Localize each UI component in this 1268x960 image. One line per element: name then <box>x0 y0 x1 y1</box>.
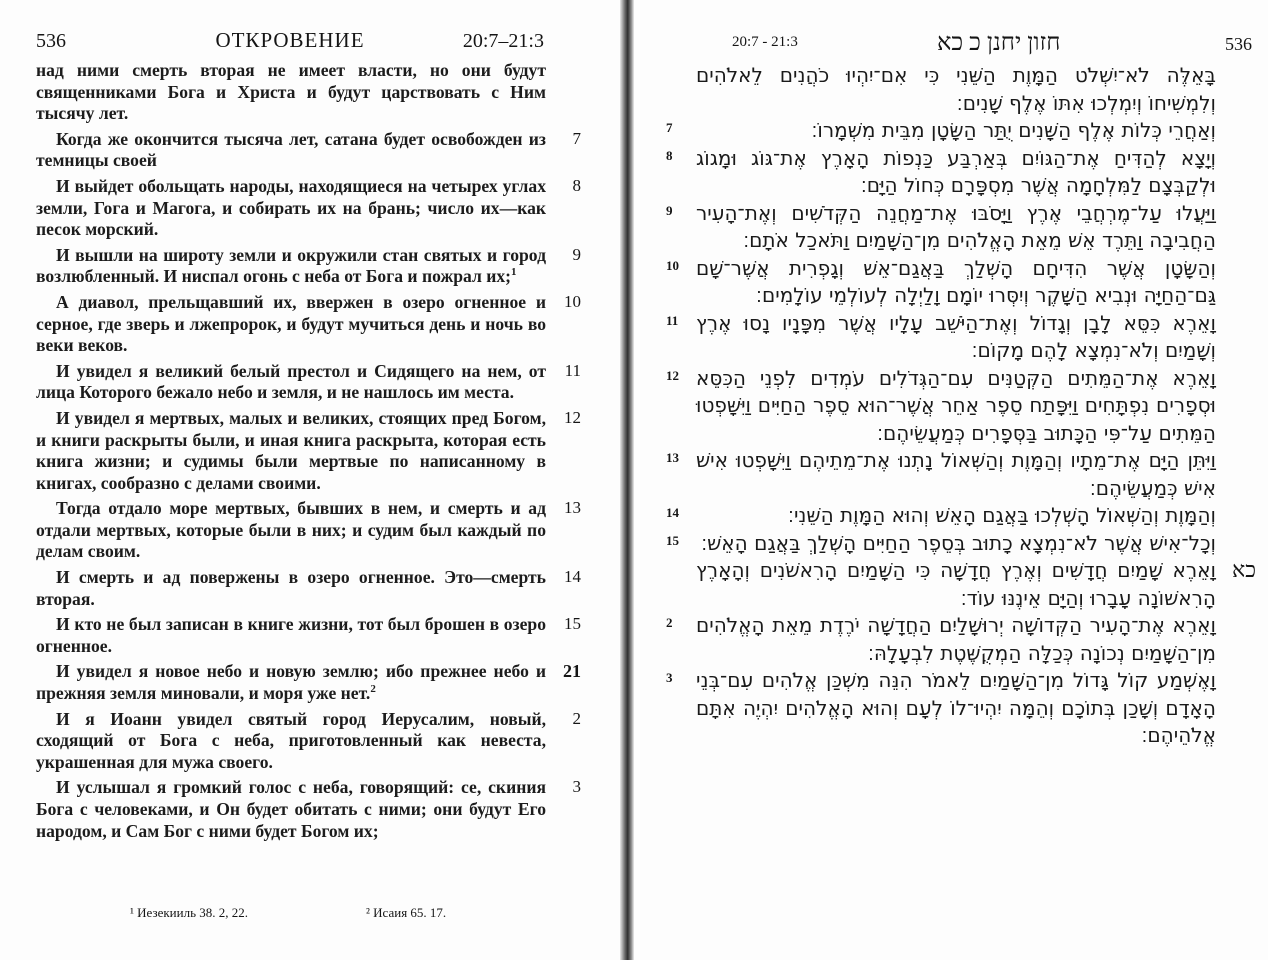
hebrew-chapter-number: כא <box>1232 557 1256 582</box>
verse-number: 14 <box>564 567 581 587</box>
hebrew-verse-number: 11 <box>666 312 679 328</box>
hebrew-verse-text: וְהַמָּוֶת וְהַשְּׁאוֹל הָשְׁלְכוּ בַּאֲגַם הָאֵשׁ וְהוּא הַמָּוֶת הַשֵּׁנִי׃ <box>788 503 1216 527</box>
hebrew-verse <box>666 255 1216 310</box>
hebrew-verse-text: וַיִּתֵּן הַיָּם אֶת־מֵתָיו וְהַמָּוֶת וְהַשְּׁאוֹל נָתְנוּ אֶת־מֵתֵיהֶם וַיִּשָּׁפְטוּ אִישׁ אִישׁ כְּמַעֲשֵׂיהֶם׃ <box>696 448 1216 500</box>
verse-text: И увидел я великий белый престол и Сидящего на нем, от лица Которого бежало небо и земля, и не нашлось им места. <box>36 360 546 403</box>
hebrew-verse <box>666 667 1216 750</box>
hebrew-text-body <box>666 62 1256 750</box>
hebrew-verse-number: 13 <box>666 450 679 465</box>
hebrew-verse <box>666 365 1216 448</box>
verse-text: И смерть и ад повержены в озеро огненное. Это—смерть вторая. <box>36 567 546 609</box>
verse-number: 10 <box>564 291 581 311</box>
verse-number: 12 <box>564 407 581 427</box>
book-spine <box>620 0 634 960</box>
hebrew-verse <box>666 612 1216 667</box>
hebrew-verse-text: וָאֵרֶא אֶת־הָעִיר הַקְּדוֹשָׁה יְרוּשָׁלַיִם הַחֲדָשָׁה יֹרֶדֶת מֵאֵת הָאֱלֹהִים מִן־הַשָּׁמַיִם נְכוֹנָה כְּכַלָּה הַמְקֻשֶּׁטֶת לִבְעָלָהּ׃ <box>696 613 1216 665</box>
verse-text: И увидел я мертвых, малых и великих, стоящих пред Богом, и книги раскрыты были, и иная книга раскрыта, которая есть книга жизни; и судимы были мертвые по написанному в книгах, сообразно с делами своими. <box>36 407 546 493</box>
verse-text: И кто не был записан в книге жизни, тот был брошен в озеро огненное. <box>36 614 546 656</box>
hebrew-verse-number: 15 <box>666 532 679 548</box>
verse <box>36 498 581 563</box>
hebrew-verse <box>666 530 1216 558</box>
chapter-number: 21 <box>563 661 581 682</box>
hebrew-verse-number: 12 <box>666 367 679 383</box>
hebrew-verse-number: 10 <box>666 257 679 273</box>
verse-number: 2 <box>572 708 581 728</box>
hebrew-verse <box>696 62 1216 117</box>
verse <box>36 661 581 704</box>
hebrew-verse-number: 3 <box>666 670 673 685</box>
hebrew-verse-text: וְאַחֲרֵי כְּלוֹת אֶלֶף הַשָּׁנִים יֻתַּר הַשָּׂטָן מִבֵּית מִשְׁמָרוֹ׃ <box>811 118 1216 142</box>
russian-page-header <box>36 26 544 56</box>
hebrew-verse-text: בָּאֵלֶּה לֹא־יִשְׁלֹט הַמָּוֶת הַשֵּׁנִי כִּי אִם־יִהְיוּ כֹהֲנִים לֵאלֹהִים וְלִמְשִׁיחוֹ וְיִמְלְכוּ אִתּוֹ אֶלֶף שָׁנִים׃ <box>696 63 1216 115</box>
verse-number: 9 <box>572 244 581 264</box>
verse <box>36 567 581 610</box>
verse <box>36 60 581 125</box>
verse-text: И я Иоанн увидел святый город Иерусалим, новый, сходящий от Бога с неба, приготовленный как невеста, украшенная для мужа своего. <box>36 708 546 772</box>
hebrew-verse <box>666 145 1216 200</box>
hebrew-verse-text: וַיַּעֲלוּ עַל־מֶרְחֲבֵי אֶרֶץ וַיָּסֹבּוּ אֶת־מַחֲנֵה הַקְּדֹשִׁים וְאֶת־הָעִיר הַחֲבִיבָה וַתֵּרֶד אֵשׁ מֵאֵת הָאֱלֹהִים מִן־הַשָּׁמַיִם וַתֹּאכַל אֹתָם׃ <box>696 200 1216 252</box>
book-title-hebrew: חזון יחנן כ כא <box>937 30 1061 56</box>
verse <box>36 777 581 842</box>
verse <box>36 245 581 288</box>
verse-text: Тогда отдало море мертвых, бывших в нем, и смерть и ад отдали мертвых, которые были в них; и судим был каждый по делам своим. <box>36 498 546 562</box>
hebrew-verse-number: 14 <box>666 505 679 520</box>
hebrew-verse <box>666 310 1216 365</box>
verse-text: И выйдет обольщать народы, находящиеся на четырех углах земли, Гога и Магога, и собирать их на брань; число их—как песок морский. <box>36 175 546 240</box>
hebrew-verse-text: וָאֶשְׁמַע קוֹל גָּדוֹל מִן־הַשָּׁמַיִם לֵאמֹר הִנֵּה מִשְׁכַּן אֱלֹהִים עִם־בְּנֵי הָאָדָם וְשָׁכַן בְּתוֹכָם וְהֵמָּה יִהְיוּ־לוֹ לְעָם וְהוּא הָאֱלֹהִים יִהְיֶה אִתָּם אֱלֹהֵיהֶם׃ <box>696 668 1216 747</box>
verse <box>36 361 581 404</box>
verse <box>36 709 581 774</box>
hebrew-verse-number: 8 <box>666 147 673 163</box>
hebrew-verse-text: וָאֵרֶא שָׁמַיִם חֲדָשִׁים וְאֶרֶץ חֲדָשָׁה כִּי הַשָּׁמַיִם הָרִאשֹׁנִים וְהָאָרֶץ הָרִאשׁוֹנָה עָבָרוּ וְהַיָּם אֵינֶנּוּ עוֹד׃ <box>696 558 1216 610</box>
hebrew-page-header <box>732 30 1252 60</box>
verse-text: И вышли на широту земли и окружили стан святых и город возлюбленный. И ниспал огонь с неба от Бога и пожрал их;$^1$ <box>36 244 546 287</box>
footnote-marker: 2 <box>370 683 376 696</box>
verse-text: Когда же окончится тысяча лет, сатана будет освобожден из темницы своей <box>36 128 546 171</box>
russian-text-body <box>36 60 581 846</box>
verse <box>36 129 581 172</box>
verse-text: А диавол, прельщавший их, ввержен в озеро огненное и серное, где зверь и лжепророк, и будут мучиться день и ночь во веки веков. <box>36 291 546 356</box>
hebrew-verse <box>696 557 1256 612</box>
verse-number: 11 <box>564 360 581 380</box>
hebrew-verse-number: 2 <box>666 615 673 630</box>
hebrew-verse-text: וְכָל־אִישׁ אֲשֶׁר לֹא־נִמְצָא כָתוּב בְּסֵפֶר הַחַיִּים הָשְׁלַךְ בַּאֲגַם הָאֵשׁ׃ <box>701 530 1216 555</box>
verse-number: 13 <box>564 498 581 518</box>
verse-number: 7 <box>572 128 581 148</box>
hebrew-verse <box>666 200 1216 255</box>
verse <box>36 408 581 494</box>
hebrew-verse <box>666 117 1216 145</box>
page-number: 536 <box>36 30 66 52</box>
verse <box>36 292 581 357</box>
verse-number: 3 <box>572 777 581 797</box>
chapter-reference-hebrew: 20:7 - 21:3 <box>732 34 798 50</box>
hebrew-verse <box>666 447 1216 502</box>
hebrew-verse-number: 7 <box>666 120 673 135</box>
verse <box>36 614 581 657</box>
footnote-marker: 1 <box>511 266 517 279</box>
book-title: ОТКРОВЕНИЕ <box>215 28 365 52</box>
hebrew-verse <box>666 502 1216 530</box>
hebrew-verse-text: וָאֵרֶא אֶת־הַמֵּתִים הַקְּטַנִּים עִם־הַגְּדֹלִים עֹמְדִים לִפְנֵי הַכִּסֵּא וּסְפָרִים נִפְתָּחִים וַיִּפָּתַח סֵפֶר אַחֵר אֲשֶׁר־הוּא סֵפֶר הַחַיִּים וַיִּשָּׁפְטוּ הַמֵּתִים עַל־פִּי הַכָּתוּב בַּסְּפָרִים כְּמַעֲשֵׂיהֶם׃ <box>696 365 1216 445</box>
verse-number: 15 <box>564 614 581 634</box>
chapter-reference: 20:7–21:3 <box>462 30 544 52</box>
page-number-hebrew: 536 <box>1225 34 1252 54</box>
verse <box>36 176 581 241</box>
hebrew-verse-number: 9 <box>666 202 673 218</box>
footnote-2: ² Исаия 65. 17. <box>366 905 447 920</box>
verse-text: И услышал я громкий голос с неба, говорящий: се, скиния Бога с человеками, и Он будет обитать с ними; они будут Его народом, и Сам Бог с ними будет Богом их; <box>36 777 546 841</box>
footnote-1: ¹ Иезекииль 38. 2, 22. <box>130 905 249 920</box>
verse-text: над ними смерть вторая не имеет власти, но они будут священниками Бога и Христа и будут царствовать с Ним тысячу лет. <box>36 60 546 124</box>
verse-number: 8 <box>572 175 581 195</box>
verse-text: И увидел я новое небо и новую землю; ибо прежнее небо и прежняя земля миновали, и моря уже нет.$^2$ <box>36 661 546 704</box>
hebrew-verse-text: וָאֵרֶא כִּסֵּא לָבָן וְגָדוֹל וְאֶת־הַיֹּשֵׁב עָלָיו אֲשֶׁר מִפָּנָיו נָסוּ אֶרֶץ וְשָׁמַיִם וְלֹא־נִמְצָא לָהֶם מָקוֹם׃ <box>696 310 1216 362</box>
hebrew-verse-text: וְיָצָא לְהַדִּיחַ אֶת־הַגּוֹיִם בְּאַרְבַּע כַּנְפוֹת הָאָרֶץ אֶת־גּוֹג וּמָגוֹג וּלְקַבְּצָם לַמִּלְחָמָה אֲשֶׁר מִסְפָּרָם כְּחוֹל הַיָּם׃ <box>696 145 1216 197</box>
hebrew-verse-text: וְהַשָּׂטָן אֲשֶׁר הִדִּיחָם הָשְׁלַךְ בַּאֲגַם־אֵשׁ וְגָפְרִית אֲשֶׁר־שָׁם גַּם־הַחַיָּה וּנְבִיא הַשָּׁקֶר וְיִסְּרוּ יוֹמָם וָלַיְלָה לְעוֹלְמֵי עוֹלָמִים׃ <box>696 255 1216 307</box>
russian-page <box>0 0 620 960</box>
